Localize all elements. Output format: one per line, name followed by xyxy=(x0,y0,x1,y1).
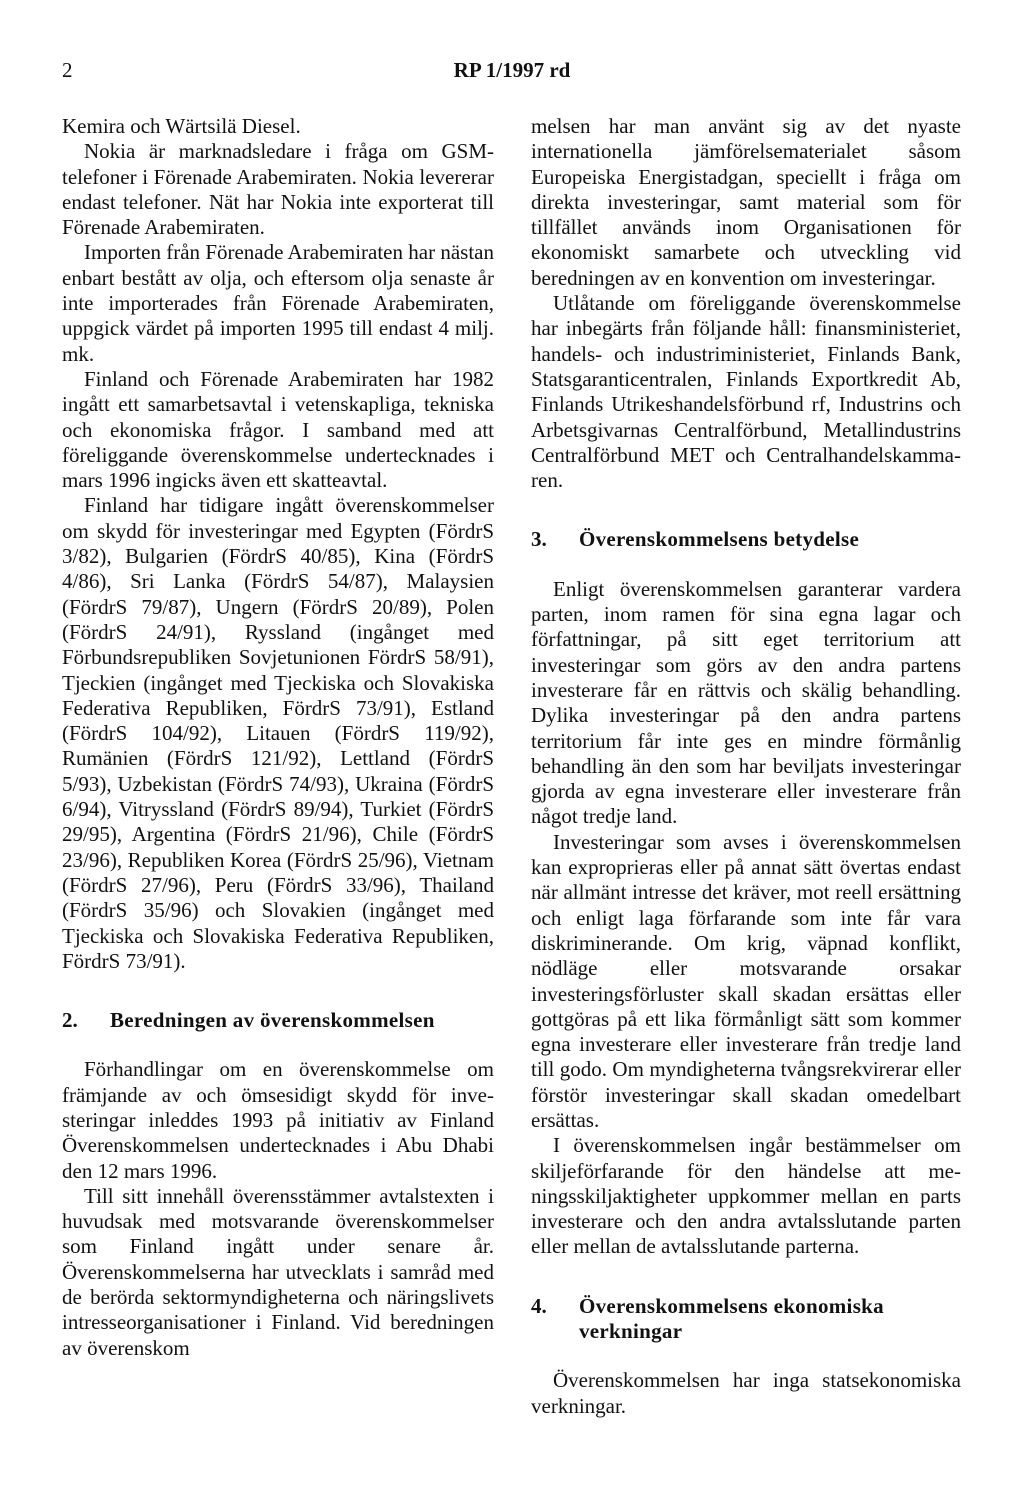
paragraph: Nokia är marknadsledare i fråga om GSM-telefoner i Förenade Arabemiraten. Nokia levererar endast telefoner. Nät har Nokia inte exporterat till Förenade Arabemiraten. xyxy=(62,139,494,240)
section-title: Överenskommelsens betydelse xyxy=(579,527,860,552)
paragraph: melsen har man använt sig av det nyaste internationella jämförelsematerialet såsom Europeiska Energistadgan, speciellt i fråga om direkta investeringar, samt material som för tillfället används inom Organisationen för ekonomiskt samarbete och utveckling vid beredningen av en konvention om investeringar. xyxy=(531,114,961,290)
paragraph: Överenskommelsen har inga statsekonomiska verkningar. xyxy=(531,1368,961,1418)
section-number: 4. xyxy=(531,1293,547,1318)
section-heading xyxy=(62,1008,494,1033)
running-head: RP 1/1997 rd xyxy=(453,58,571,82)
page-header xyxy=(62,58,962,98)
paragraph: Finland har tidigare ingått överenskommelser om skydd för investeringar med Egypten (FördrS 3/82), Bulgarien (FördrS 40/85), Kina (FördrS 4/86), Sri Lanka (FördrS 54/87), Malaysien (FördrS 79/87), Ungern (FördrS 20/89), Polen (FördrS 24/91), Ryssland (ingånget med Förbundsrepubliken Sovjetunionen FördrS 58/91), Tjeckien (ingånget med Tjeckiska och Slovakiska Federativa Republiken, FördrS 73/91), Estland (FördrS 104/92), Litauen (FördrS 119/92), Rumänien (FördrS 121/92), Lettland (FördrS 5/93), Uzbekistan (FördrS 74/93), Ukraina (FördrS 6/94), Vitryssland (FördrS 89/94), Turkiet (FördrS 29/95), Argentina (FördrS 21/96), Chile (FördrS 23/96), Republiken Korea (FördrS 25/96), Vietnam (FördrS 27/96), Peru (FördrS 33/96), Thailand (FördrS 35/96) och Slovakien (ingånget med Tjeckiska och Slovakiska Federativa Republiken, FördrS 73/91). xyxy=(62,493,494,973)
paragraph: Importen från Förenade Arabemiraten har nästan enbart bestått av olja, och eftersom olja senaste år inte importerades från Förenade Arabemiraten, uppgick värdet på importen 1995 till endast 4 milj. mk. xyxy=(62,240,494,366)
paragraph: I överenskommelsen ingår bestämmelser om skiljeförfarande för den händelse att meningsskiljaktigheter uppkommer mellan en parts investerare och den andra avtalsslutande parten eller mellan de avtalsslutande parterna. xyxy=(531,1133,961,1259)
paragraph: Kemira och Wärtsilä Diesel. xyxy=(62,114,301,138)
section-heading xyxy=(531,527,961,552)
paragraph: Enligt överenskommelsen garanterar vardera parten, inom ramen för sina egna lagar och författningar, på sitt eget territorium att investeringar som görs av den andra partens investerare får en rättvis och skälig behandling. Dylika investeringar på den andra partens territorium får inte ges en mindre förmånlig behandling än den som har beviljats investeringar gjorda av egna investerare eller investerare från något tredje land. xyxy=(531,576,961,829)
paragraph: Investeringar som avses i överenskommelsen kan exproprieras eller på annat sätt övertas endast när allmänt intresse det kräver, mot reell ersättning och enligt laga förfarande som inte får vara diskriminerande. Om krig, väpnad konflikt, nödläge eller motsvarande orsakar investeringsförluster skall skadan ersättas eller gottgöras på ett lika förmånligt sätt som kommer egna investerare eller investerare från tredje land till godo. Om myndigheterna tvångsrekvirerar eller förstör investeringar skall skadan omedelbart ersättas. xyxy=(531,829,961,1132)
right-column xyxy=(531,114,961,1419)
paragraph: Finland och Förenade Arabemiraten har 1982 ingått ett samarbetsavtal i vetenskapliga, tekniska och ekonomiska frågor. I samband med att föreliggande överenskommelse undertecknades i mars 1996 ingicks även ett skatteavtal. xyxy=(62,366,494,493)
paragraph: Utlåtande om föreliggande överenskommelse har inbegärts från följande håll: finansministeriet, handels- och industriministeriet, Finlands Bank, Statsgaranticentralen, Finlands Exportkredit Ab, Finlands Utrikeshandelsförbund rf, Industrins och Arbetsgivarnas Centralförbund, Metallindustrins Centralförbund MET och Centralhandelskammaren. xyxy=(531,291,961,493)
page-number: 2 xyxy=(62,58,73,82)
section-title: Beredningen av överenskommelsen xyxy=(110,1008,435,1033)
paragraph: Förhandlingar om en överenskommelse om främjande av och ömsesidigt skydd för investeringar inleddes 1993 på initiativ av Finland Överenskommelsen undertecknades i Abu Dhabi den 12 mars 1996. xyxy=(62,1057,494,1183)
section-title: Överenskommelsens ekonomiska verkningar xyxy=(579,1293,884,1344)
section-heading xyxy=(531,1294,961,1345)
section-number: 2. xyxy=(62,1008,78,1033)
section-number: 3. xyxy=(531,527,547,552)
paragraph: Till sitt innehåll överensstämmer avtalstexten i huvudsak med motsvarande överenskommelser som Finland ingått under senare år. Överenskommelserna har utvecklats i samråd med de berörda sektormyndigheterna och näringslivets intresseorganisationer i Finland. Vid beredningen av överenskom xyxy=(62,1183,494,1360)
left-column xyxy=(62,114,494,1361)
